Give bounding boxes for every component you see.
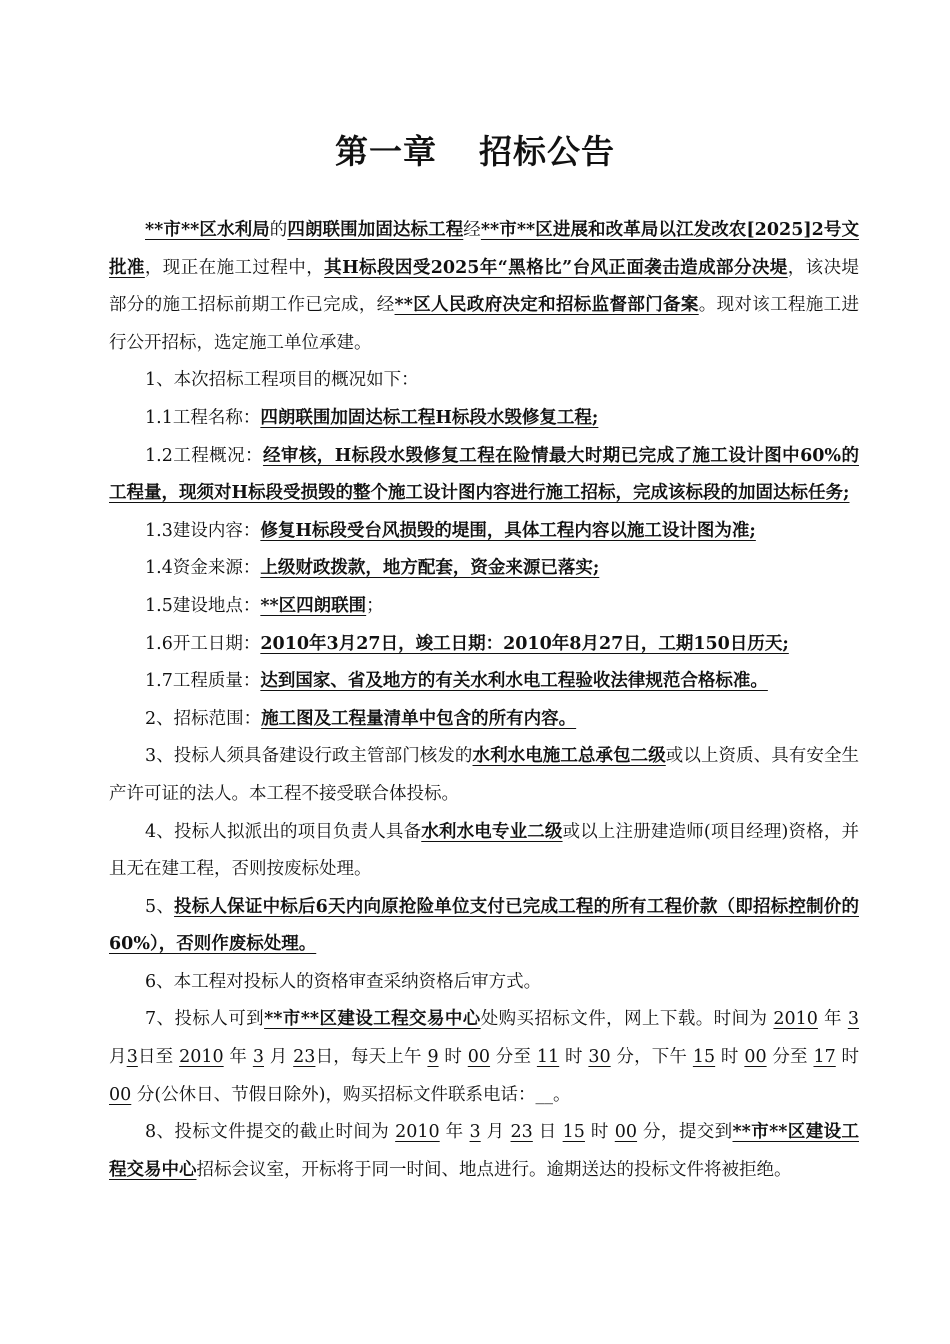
text-run: 分至 <box>772 1047 808 1068</box>
item-tail: ； <box>366 595 384 616</box>
text-run: 3、投标人须具备建设行政主管部门核发的 <box>145 746 473 767</box>
section-1-title: 1、本次招标工程项目的概况如下： <box>145 370 419 391</box>
text-run: 时 <box>564 1047 583 1068</box>
section-8 <box>109 1114 859 1189</box>
text-run: 分，下午 <box>616 1047 688 1068</box>
sale-end-day: 23 <box>293 1047 316 1068</box>
item-label: 1.4资金来源： <box>145 558 261 579</box>
deadline-day: 23 <box>510 1122 533 1143</box>
text-run: 经 <box>463 220 481 240</box>
am-end-minute: 30 <box>588 1047 611 1068</box>
deadline-hour: 15 <box>562 1122 585 1143</box>
item-label: 1.1工程名称： <box>145 407 261 428</box>
text-run: 分至 <box>495 1047 532 1068</box>
pm-end-hour: 17 <box>813 1047 836 1068</box>
text-run: 分，提交到 <box>643 1122 733 1143</box>
approval-ref: **市**区进展和改革局以江发改农[2025]2号文批准 <box>109 220 860 278</box>
project-name: 四朗联围加固达标工程 <box>287 220 464 240</box>
item-label: 1.3建设内容： <box>145 520 261 541</box>
text-run: 年 <box>445 1122 464 1143</box>
intro-paragraph <box>109 212 859 362</box>
sale-start-year: 2010 <box>773 1009 818 1030</box>
section-4 <box>109 814 859 889</box>
notice-body <box>109 212 859 1189</box>
section-label: 2、招标范围： <box>145 708 262 729</box>
item-value: 经审核，H标段水毁修复工程在险情最大时期已完成了施工设计图中60%的工程量，现须对H标段受损毁的整个施工设计图内容进行施工招标，完成该标段的加固达标任务; <box>109 445 859 504</box>
deadline-minute: 00 <box>614 1122 638 1143</box>
item-1-4 <box>109 550 859 588</box>
section-3 <box>109 738 859 813</box>
text-run: 月 <box>269 1047 288 1068</box>
section-5 <box>109 889 859 964</box>
text-run: 年 <box>229 1047 248 1068</box>
text-run: 或以上注册建造师(项目经理)资格，并且无在建工程，否则按废标处理。 <box>109 821 859 880</box>
item-value: 上级财政拨款，地方配套，资金来源已落实; <box>260 558 600 579</box>
item-1-7 <box>109 663 859 701</box>
chapter-title <box>0 126 950 173</box>
item-label: 1.6开工日期： <box>145 633 261 654</box>
pm-end-minute: 00 <box>109 1084 132 1105</box>
builder-level: 水利水电专业二级 <box>421 821 563 842</box>
chapter-number: 第一章 <box>335 132 437 171</box>
item-1-6 <box>109 626 859 664</box>
trading-center: **市**区建设工程交易中心 <box>264 1009 481 1030</box>
text-run: 日 <box>538 1122 557 1143</box>
chapter-name: 招标公告 <box>479 132 615 171</box>
text-run: 或以上资质、具有安全生产许可证的法人。本工程不接受联合体投标。 <box>109 746 860 804</box>
section-7 <box>109 1001 859 1114</box>
item-value: 2010年3月27日，竣工日期：2010年8月27日，工期150日历天; <box>260 633 789 654</box>
item-value: 四朗联围加固达标工程H标段水毁修复工程; <box>260 407 599 428</box>
section-value: 施工图及工程量清单中包含的所有内容。 <box>261 708 577 729</box>
item-label: 1.7工程质量： <box>145 671 261 692</box>
approval-authority: **区人民政府决定和招标监督部门备案 <box>394 295 699 316</box>
text-run: 。现对该工程施工进行公开招标，选定施工单位承建。 <box>109 295 860 353</box>
item-1-2 <box>109 438 859 513</box>
deadline-year: 2010 <box>395 1122 440 1143</box>
text-run: ，该决堤部分的施工招标前期工作已完成，经 <box>109 257 860 316</box>
am-end-hour: 11 <box>536 1047 560 1068</box>
text-run: 分(公休日、节假日除外)，购买招标文件联系电话： <box>136 1084 536 1105</box>
item-1-1 <box>109 400 859 438</box>
sale-end-year: 2010 <box>179 1047 224 1068</box>
item-value: **区四朗联围 <box>260 595 367 616</box>
text-run: ，现正在施工过程中， <box>144 257 325 278</box>
payment-guarantee: 投标人保证中标后6天内向原抢险单位支付已完成工程的所有工程价款（即招标控制价的60%），否则作废标处理。 <box>109 896 859 955</box>
item-1-5 <box>109 588 859 626</box>
text-run: 月 <box>109 1047 127 1068</box>
section-2 <box>109 701 859 739</box>
text-run: 7、投标人可到 <box>145 1009 265 1030</box>
submission-place: **市**区建设工程交易中心 <box>109 1122 859 1180</box>
text-run: 招标会议室，开标将于同一时间、地点进行。逾期送达的投标文件将被拒绝。 <box>196 1159 792 1180</box>
am-start-minute: 00 <box>467 1047 491 1068</box>
qualification-level: 水利水电施工总承包二级 <box>472 746 666 767</box>
sale-start-month: 3 <box>847 1009 859 1030</box>
sale-start-day: 3 <box>126 1047 138 1068</box>
item-label: 1.5建设地点： <box>145 595 261 616</box>
sale-end-month: 3 <box>252 1047 264 1068</box>
owner-name: **市**区水利局 <box>145 220 270 240</box>
item-value: 修复H标段受台风损毁的堤围，具体工程内容以施工设计图为准; <box>260 520 756 541</box>
am-start-hour: 9 <box>427 1047 439 1068</box>
text-run: 。 <box>553 1084 571 1105</box>
text-run: 日至 <box>137 1047 174 1068</box>
text-run: 日，每天上午 <box>315 1047 422 1068</box>
text-run: 时 <box>720 1047 739 1068</box>
item-1-3 <box>109 513 859 551</box>
text-run: 5、 <box>145 896 175 917</box>
text-run: 4、投标人拟派出的项目负责人具备 <box>145 821 422 842</box>
item-value: 达到国家、省及地方的有关水利水电工程验收法律规范合格标准。 <box>260 671 768 692</box>
text-run: 时 <box>444 1047 463 1068</box>
pm-start-minute: 00 <box>744 1047 767 1068</box>
section-6: 6、本工程对投标人的资格审查采纳资格后审方式。 <box>145 971 542 992</box>
text-run: 月 <box>486 1122 505 1143</box>
damage-description: 其H标段因受2025年“黑格比”台风正面袭击造成部分决堤 <box>324 257 788 278</box>
pm-start-hour: 15 <box>692 1047 716 1068</box>
contact-phone: __ <box>535 1084 554 1105</box>
deadline-month: 3 <box>469 1122 481 1143</box>
text-run: 年 <box>823 1009 842 1030</box>
text-run: 8、投标文件提交的截止时间为 <box>145 1122 390 1143</box>
text-run: 时 <box>590 1122 609 1143</box>
text-run: 处购买招标文件，网上下载。时间为 <box>480 1009 768 1030</box>
text-run: 的 <box>269 220 288 240</box>
item-label: 1.2工程概况： <box>145 445 263 466</box>
text-run: 时 <box>841 1047 860 1068</box>
